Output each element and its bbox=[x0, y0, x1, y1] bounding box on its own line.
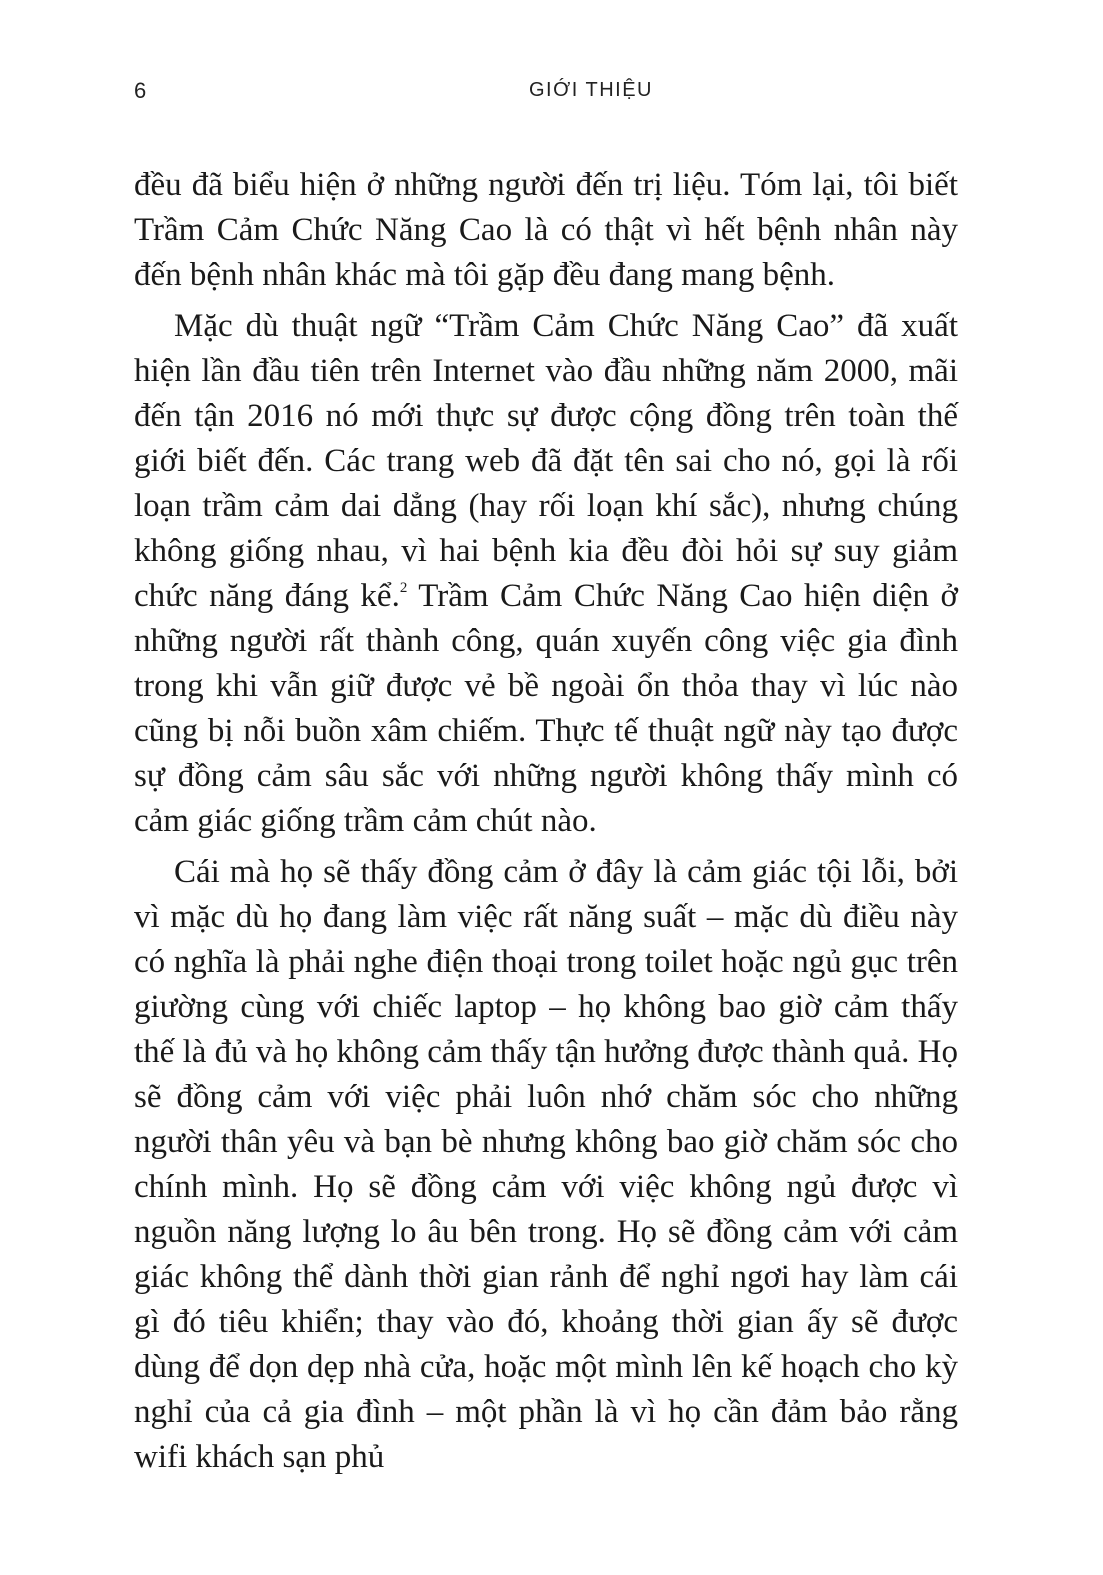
paragraph-empathy: Cái mà họ sẽ thấy đồng cảm ở đây là cảm giác tội lỗi, bởi vì mặc dù họ đang làm việc rất năng suất – mặc dù điều này có nghĩa là phải nghe điện thoại trong toilet hoặc ngủ gục trên giường cùng với chiếc laptop – họ không bao giờ cảm thấy thế là đủ và họ không cảm thấy tận hưởng được thành quả. Họ sẽ đồng cảm với việc phải luôn nhớ chăm sóc cho những người thân yêu và bạn bè nhưng không bao giờ chăm sóc cho chính mình. Họ sẽ đồng cảm với việc không ngủ được vì nguồn năng lượng lo âu bên trong. Họ sẽ đồng cảm với cảm giác không thể dành thời gian rảnh để nghỉ ngơi hay làm cái gì đó tiêu khiển; thay vào đó, khoảng thời gian ấy sẽ được dùng để dọn dẹp nhà cửa, hoặc một mình lên kế hoạch cho kỳ nghỉ của cả gia đình – một phần là vì họ cần đảm bảo rằng wifi khách sạn phủ bbox=[134, 854, 958, 1475]
running-header bbox=[134, 78, 958, 108]
footnote-reference: 2 bbox=[399, 580, 408, 596]
paragraph-continued: đều đã biểu hiện ở những người đến trị liệu. Tóm lại, tôi biết Trầm Cảm Chức Năng Cao là có thật vì hết bệnh nhân này đến bệnh nhân khác mà tôi gặp đều đang mang bệnh. bbox=[134, 167, 958, 293]
paragraph-text-before-footnote: Mặc dù thuật ngữ “Trầm Cảm Chức Năng Cao” đã xuất hiện lần đầu tiên trên Internet vào đầu những năm 2000, mãi đến tận 2016 nó mới thực sự được cộng đồng trên toàn thế giới biết đến. Các trang web đã đặt tên sai cho nó, gọi là rối loạn trầm cảm dai dẳng (hay rối loạn khí sắc), nhưng chúng không giống nhau, vì hai bệnh kia đều đòi hỏi sự suy giảm chức năng đáng kể. bbox=[134, 308, 958, 614]
paragraph-text-after-footnote: Trầm Cảm Chức Năng Cao hiện diện ở những người rất thành công, quán xuyến công việc gia đình trong khi vẫn giữ được vẻ bề ngoài ổn thỏa thay vì lúc nào cũng bị nỗi buồn xâm chiếm. Thực tế thuật ngữ này tạo được sự đồng cảm sâu sắc với những người không thấy mình có cảm giác giống trầm cảm chút nào. bbox=[134, 578, 958, 839]
paragraph-term-history bbox=[134, 304, 958, 844]
chapter-title: GIỚI THIỆU bbox=[528, 79, 653, 101]
body-text bbox=[134, 163, 958, 1486]
page-number: 6 bbox=[134, 78, 147, 103]
